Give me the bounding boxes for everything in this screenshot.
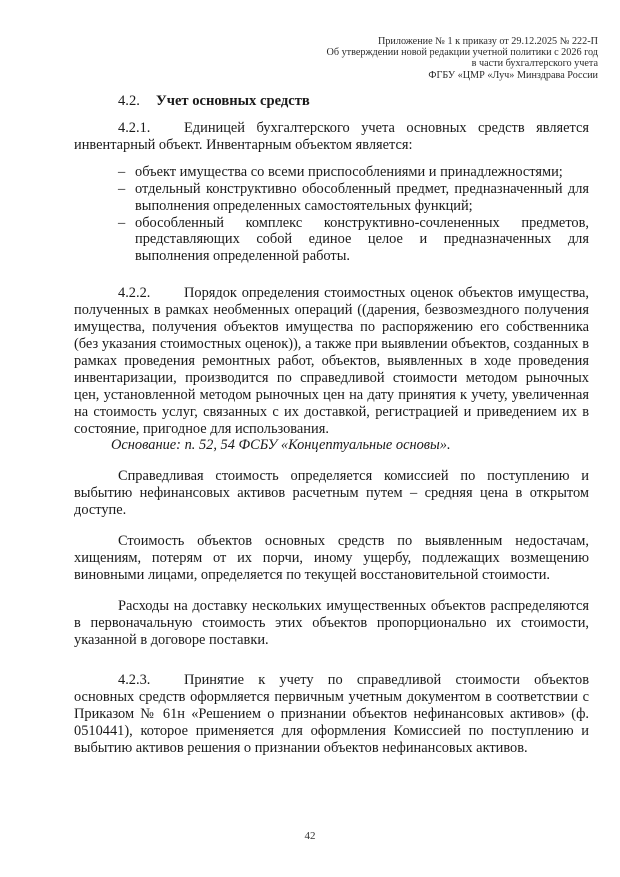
- header-line-organization: ФГБУ «ЦМР «Луч» Минздрава России: [428, 69, 598, 81]
- dash-bullet-icon: –: [118, 163, 126, 180]
- header-line-subject: Об утверждении новой редакции учетной политики с 2026 год: [326, 47, 598, 59]
- document-header: [327, 36, 599, 81]
- inventory-object-list: [118, 164, 589, 265]
- clause-text: Порядок определения стоимостных оценок объектов имущества, полученных в рамках необменных операций ((дарения, безвозмездного получения имущества, получения объектов имущества по распоряжению его собственника (без указания стоимостных оценок)), а также при выявлении объектов, созданных в рамках проведения ремонтных работ, объектов, выявленных в ходе проведения инвентаризации, производится по справедливой стоимости методом рыночных цен, установленной методом рыночных цен на дату принятия к учету, увеличенная на стоимость услуг, связанных с их доставкой, регистрацией и приведением их в состояние, пригодное для использования.: [74, 285, 589, 437]
- header-line-scope: в части бухгалтерского учета: [471, 58, 598, 70]
- header-line-order: Приложение № 1 к приказу от 29.12.2025 № 222-П: [377, 36, 598, 47]
- clause-number: 4.2.2.: [118, 285, 151, 302]
- list-item: – обособленный комплекс конструктивно-сочлененных предметов, представляющих собой единое целое и предназначенных для выполнения определенной работы.: [118, 214, 589, 265]
- fair-value-paragraph: Справедливая стоимость определяется комиссией по поступлению и выбытию нефинансовых активов расчетным путем – средняя цена в открытом доступе.: [74, 468, 589, 519]
- legal-basis: Основание: п. 52, 54 ФСБУ «Концептуальные основы».: [111, 437, 451, 454]
- clause-number: 4.2.1.: [118, 120, 151, 136]
- clause-4-2-2: [74, 285, 589, 437]
- page-number: 42: [304, 830, 316, 842]
- clause-text: Принятие к учету по справедливой стоимости объектов основных средств оформляется первичным учетным документом в соответствии с Приказом № 61н «Решением о признании объектов нефинансовых активов» (ф. 0510441), которое применяется для оформления Комиссией по поступлению и выбытию активов решения о признании объектов нефинансовых активов.: [74, 672, 589, 757]
- dash-bullet-icon: –: [118, 214, 126, 231]
- section-number: 4.2.: [118, 93, 140, 109]
- clause-number: 4.2.3.: [118, 672, 151, 689]
- list-item: – отдельный конструктивно обособленный предмет, предназначенный для выполнения определенных самостоятельных функций;: [118, 180, 589, 214]
- section-title: Учет основных средств: [156, 93, 310, 109]
- section-heading: [118, 92, 589, 110]
- clause-text: Единицей бухгалтерского учета основных средств является инвентарный объект. Инвентарным объектом является:: [74, 120, 589, 153]
- clause-4-2-1: [74, 120, 589, 154]
- list-item: – объект имущества со всеми приспособлениями и принадлежностями;: [118, 163, 563, 180]
- shortage-value-paragraph: Стоимость объектов основных средств по выявленным недостачам, хищениям, потерям от их порчи, иному ущербу, подлежащих возмещению виновными лицами, определяется по текущей восстановительной стоимости.: [74, 533, 589, 583]
- document-body: [74, 92, 589, 757]
- dash-bullet-icon: –: [118, 180, 126, 197]
- clause-4-2-3: [74, 672, 589, 757]
- delivery-cost-paragraph: Расходы на доставку нескольких имущественных объектов распределяются в первоначальную стоимость этих объектов пропорционально их стоимости, указанной в договоре поставки.: [74, 597, 589, 648]
